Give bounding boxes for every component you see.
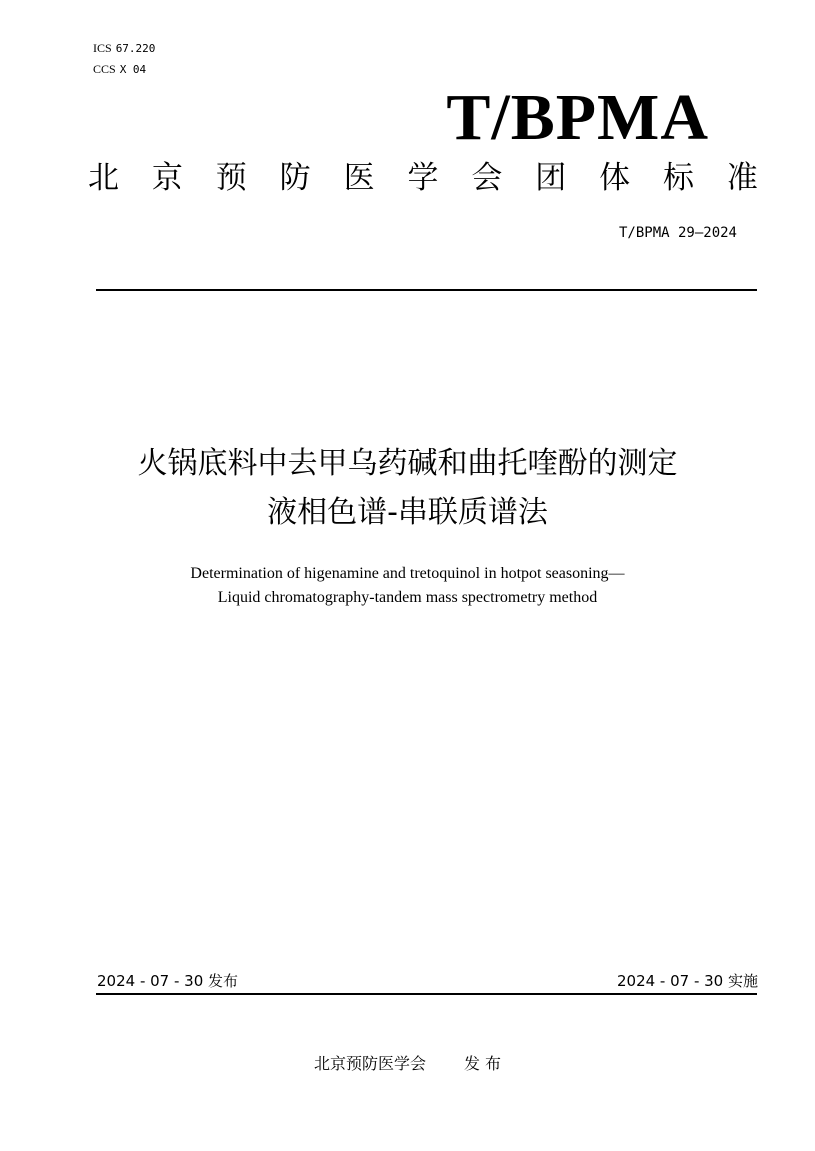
org-title-char: 团: [535, 160, 567, 196]
org-title-char: 京: [151, 160, 183, 196]
header-divider: [96, 289, 757, 291]
ics-code: [93, 41, 155, 56]
title-zh-line-1: 火锅底料中去甲乌药碱和曲托喹酚的测定: [137, 446, 678, 481]
implementation-date: 2024 - 07 - 30 实施: [616, 972, 758, 990]
ics-value: 67.220: [115, 42, 156, 55]
org-title-char: 会: [471, 160, 503, 196]
ccs-label: CCS: [93, 62, 116, 76]
org-title-char: 防: [279, 160, 311, 196]
publisher-action: 发 布: [463, 1054, 502, 1073]
org-title-char: 北: [88, 160, 119, 196]
ccs-code: [93, 62, 146, 77]
standard-number: T/BPMA 29—2024: [618, 225, 737, 241]
standard-logo: T/BPMA: [446, 81, 709, 154]
publisher-name: 北京预防医学会: [313, 1054, 426, 1073]
title-en-line-1: Determination of higenamine and tretoquinol in hotpot seasoning—: [190, 565, 625, 582]
org-title-char: 标: [663, 160, 695, 196]
ccs-value: X 04: [119, 63, 147, 76]
publisher-line: [0, 1053, 815, 1075]
org-title-char: 学: [407, 160, 439, 196]
org-title-char: 医: [343, 160, 375, 196]
footer-divider: [96, 993, 757, 995]
org-title-char: 准: [726, 160, 758, 196]
org-title-char: 预: [215, 160, 247, 196]
org-title-char: 体: [599, 160, 631, 196]
organization-standard-title: [88, 158, 758, 198]
title-zh-line-2: 液相色谱-串联质谱法: [267, 495, 548, 530]
ics-label: ICS: [93, 41, 112, 55]
publish-date: 2024 - 07 - 30 发布: [97, 972, 239, 990]
title-en-line-2: Liquid chromatography-tandem mass spectrometry method: [217, 589, 598, 606]
